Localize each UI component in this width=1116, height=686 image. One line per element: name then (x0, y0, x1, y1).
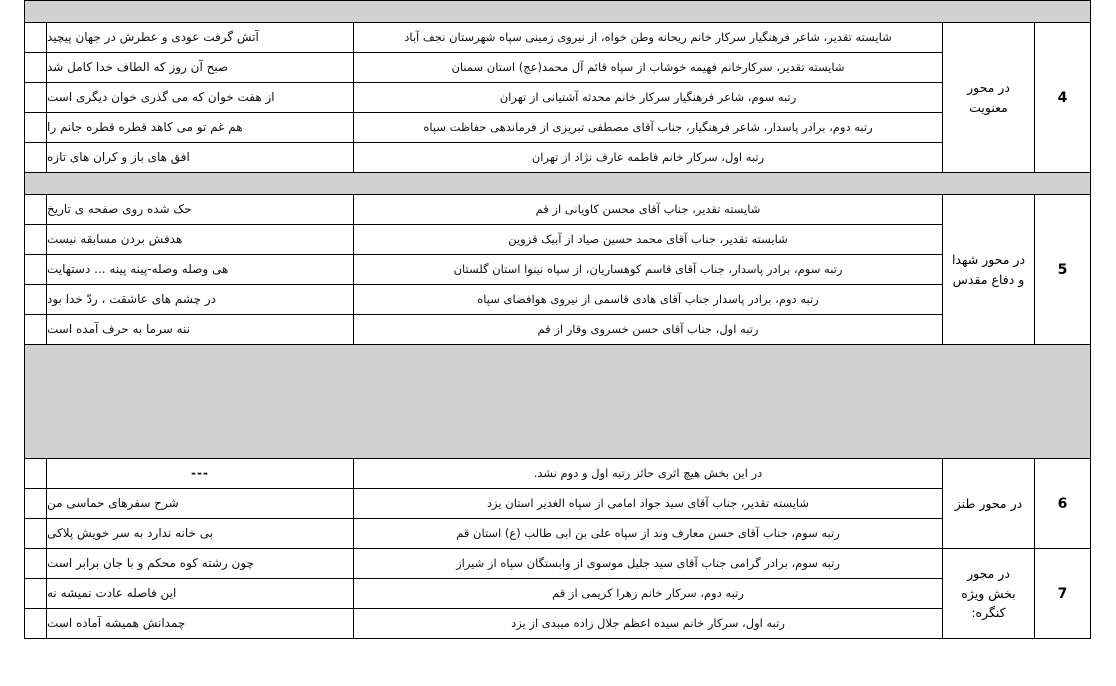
gutter-cell (24, 519, 46, 549)
section-axis-label (943, 23, 1035, 173)
table-row (24, 83, 1090, 113)
gutter-cell (24, 23, 46, 53)
separator-band-mid-1 (24, 173, 1090, 195)
winner-cell: شایسته تقدیر، سرکارخانم فهیمه خوشاب از سپاه قائم آل محمد(عج) استان سمنان (354, 53, 943, 83)
table-row (24, 285, 1090, 315)
results-table-wrapper (25, 0, 1091, 639)
axis-label-line-1: در محور (967, 566, 1010, 582)
section-number: 6 (1035, 459, 1091, 549)
table-row (24, 23, 1090, 53)
gutter-cell (24, 315, 46, 345)
gutter-cell (24, 609, 46, 639)
winner-cell: رتبه سوم، جناب آقای حسن معارف وند از سپاه علی بن ابی طالب (ع) استان قم (354, 519, 943, 549)
gutter-cell (24, 83, 46, 113)
section-number: 7 (1035, 549, 1091, 639)
winner-cell: رتبه سوم، برادر گرامی جناب آقای سید جلیل موسوی از وابستگان سپاه از شیراز (354, 549, 943, 579)
winner-cell: در این بخش هیچ اثری حائز رتبه اول و دوم نشد. (354, 459, 943, 489)
verse-cell: شرح سفرهای حماسی من (47, 489, 354, 519)
table-row (24, 143, 1090, 173)
section-number: 5 (1035, 195, 1091, 345)
table-row (24, 519, 1090, 549)
gutter-cell (24, 113, 46, 143)
table-row (24, 53, 1090, 83)
table-row (24, 225, 1090, 255)
axis-label-line-1: در محور طنز (954, 495, 1023, 511)
verse-cell: بی خانه ندارد به سر خویش پلاکی (47, 519, 354, 549)
separator-cell (24, 345, 1090, 459)
winner-cell: رتبه سوم، برادر پاسدار، جناب آقای قاسم کوهساریان، از سپاه نینوا استان گلستان (354, 255, 943, 285)
verse-cell: ننه سرما به حرف آمده است (47, 315, 354, 345)
verse-cell: صبح آن روز که الطاف خدا کامل شد (47, 53, 354, 83)
winner-cell: رتبه دوم، برادر پاسدار جناب آقای هادی قاسمی از نیروی هوافضای سپاه (354, 285, 943, 315)
axis-label-line-3: کنگره: (971, 605, 1006, 621)
table-row (24, 315, 1090, 345)
separator-cell (24, 1, 1090, 23)
gutter-cell (24, 195, 46, 225)
verse-cell: آتش گرفت عودی و عطرش در جهان پیچید (47, 23, 354, 53)
winner-cell: شایسته تقدیر، جناب آقای محمد حسین صیاد از آبیک قزوین (354, 225, 943, 255)
verse-cell: چون رشته کوه محکم و با جان برابر است (47, 549, 354, 579)
table-row (24, 609, 1090, 639)
winner-cell: شایسته تقدیر، جناب آقای محسن کاویانی از قم (354, 195, 943, 225)
winner-cell: رتبه اول، سرکار خانم فاطمه عارف نژاد از تهران (354, 143, 943, 173)
gutter-cell (24, 549, 46, 579)
winner-cell: رتبه سوم، شاعر فرهنگیار سرکار خانم محدثه آشتیانی از تهران (354, 83, 943, 113)
table-row (24, 255, 1090, 285)
winner-cell: شایسته تقدیر، شاعر فرهنگیار سرکار خانم ریحانه وطن خواه، از نیروی زمینی سپاه شهرستان نجف آباد (354, 23, 943, 53)
axis-label-line-2: بخش ویژه (961, 585, 1016, 601)
separator-band-top (24, 1, 1090, 23)
gutter-cell (24, 489, 46, 519)
gutter-cell (24, 285, 46, 315)
verse-cell: در چشم های عاشقت ، ردّ خدا بود (47, 285, 354, 315)
axis-label-line-1: در محور (967, 80, 1010, 96)
section-axis-label (943, 549, 1035, 639)
verse-cell: از هفت خوان که می گذری خوان دیگری است (47, 83, 354, 113)
table-row (24, 459, 1090, 489)
gutter-cell (24, 143, 46, 173)
section-axis-label (943, 195, 1035, 345)
gutter-cell (24, 225, 46, 255)
verse-cell: --- (47, 459, 354, 489)
gutter-cell (24, 579, 46, 609)
verse-cell: چمدانش همیشه آماده است (47, 609, 354, 639)
verse-cell: هدفش بردن مسابقه نیست (47, 225, 354, 255)
table-row (24, 113, 1090, 143)
verse-cell: افق های باز و کران های تازه (47, 143, 354, 173)
winner-cell: رتبه دوم، برادر پاسدار، شاعر فرهنگیار، جناب آقای مصطفی تبریزی از فرماندهی حفاظت سپاه (354, 113, 943, 143)
gutter-cell (24, 459, 46, 489)
axis-label-line-1: در محور شهدا (951, 252, 1026, 268)
results-table-body (24, 1, 1090, 639)
winner-cell: شایسته تقدیر، جناب آقای سید جواد امامی از سپاه الغدیر استان یزد (354, 489, 943, 519)
gutter-cell (24, 255, 46, 285)
verse-cell: هی وصله وصله-پینه پینه ... دستهایت (47, 255, 354, 285)
winner-cell: رتبه دوم، سرکار خانم زهرا کریمی از قم (354, 579, 943, 609)
table-row (24, 195, 1090, 225)
winner-cell: رتبه اول، جناب آقای حسن خسروی وقار از قم (354, 315, 943, 345)
section-axis-label (943, 459, 1035, 549)
separator-block-large (24, 345, 1090, 459)
verse-cell: این فاصله عادت نمیشه نه (47, 579, 354, 609)
verse-cell: حک شده روی صفحه ی تاریخ (47, 195, 354, 225)
verse-cell: هم غم تو می کاهد قطره قطره جانم را (47, 113, 354, 143)
section-number: 4 (1035, 23, 1091, 173)
gutter-cell (24, 53, 46, 83)
axis-label-line-2: معنویت (969, 99, 1008, 115)
winner-cell: رتبه اول، سرکار خانم سیده اعظم جلال زاده میبدی از یزد (354, 609, 943, 639)
separator-cell (24, 173, 1090, 195)
table-row (24, 489, 1090, 519)
axis-label-line-2: و دفاع مقدس (952, 271, 1025, 287)
table-row (24, 549, 1090, 579)
results-table (24, 0, 1091, 639)
table-row (24, 579, 1090, 609)
